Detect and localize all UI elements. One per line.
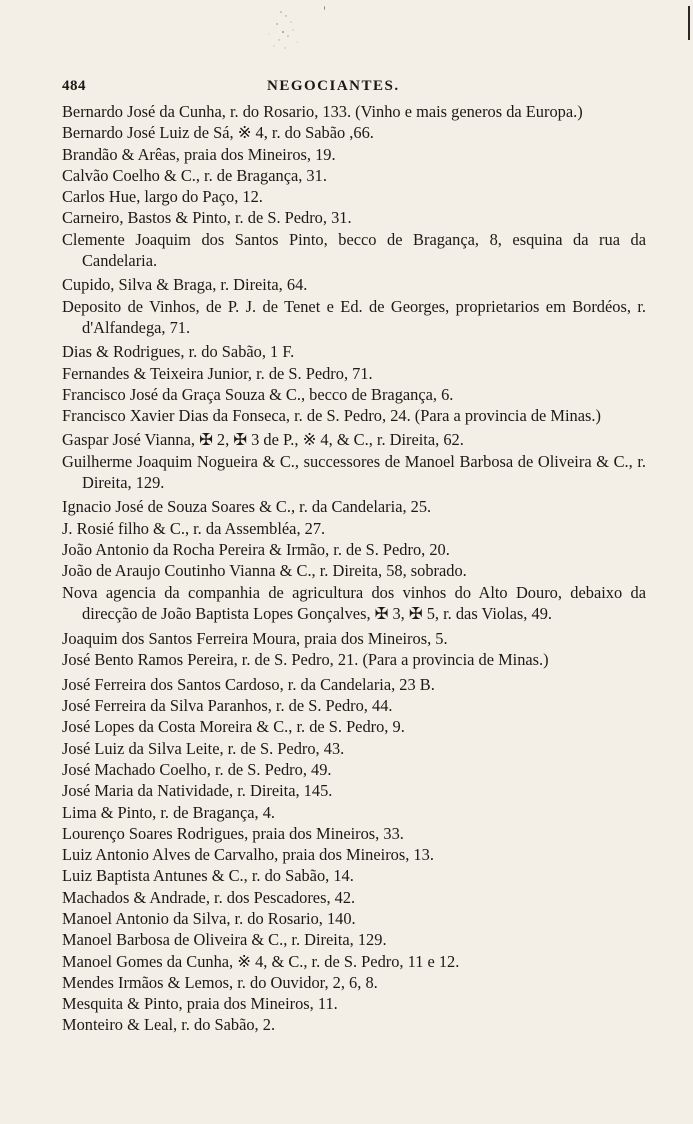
list-item: José Ferreira dos Santos Cardoso, r. da Candelaria, 23 B. (62, 674, 435, 694)
list-item: Cupido, Silva & Braga, r. Direita, 64. (62, 275, 308, 295)
list-item: José Ferreira da Silva Paranhos, r. de S. Pedro, 44. (62, 696, 393, 716)
list-item: Carlos Hue, largo do Paço, 12. (62, 187, 263, 207)
list-item: Gaspar José Vianna, ✠ 2, ✠ 3 de P., ※ 4, & C., r. Direita, 62. (62, 430, 464, 450)
list-item: José Luiz da Silva Leite, r. de S. Pedro, 43. (62, 738, 345, 758)
list-item: Luiz Baptista Antunes & C., r. do Sabão, 14. (62, 866, 354, 886)
list-item: Dias & Rodrigues, r. do Sabão, 1 F. (62, 342, 295, 362)
list-item: Manoel Barbosa de Oliveira & C., r. Direita, 129. (62, 930, 387, 950)
list-item: Manoel Gomes da Cunha, ※ 4, & C., r. de S. Pedro, 11 e 12. (62, 951, 460, 971)
list-item: Luiz Antonio Alves de Carvalho, praia dos Mineiros, 13. (62, 845, 434, 865)
list-item: Brandão & Arêas, praia dos Mineiros, 19. (62, 144, 336, 164)
list-item: Mesquita & Pinto, praia dos Mineiros, 11. (62, 994, 338, 1014)
list-item: Bernardo José Luiz de Sá, ※ 4, r. do Sabão ,66. (62, 123, 374, 143)
list-item: João de Araujo Coutinho Vianna & C., r. Direita, 58, sobrado. (62, 561, 467, 581)
list-item: Carneiro, Bastos & Pinto, r. de S. Pedro, 31. (62, 208, 352, 228)
list-item: Nova agencia da companhia de agricultura dos vinhos do Alto Douro, debaixo da direcção de João Baptista Lopes Gonçalves, ✠ 3, ✠ 5, r. das Violas, 49. (62, 582, 646, 623)
list-item: Francisco Xavier Dias da Fonseca, r. de S. Pedro, 24. (Para a provincia de Minas.) (62, 406, 601, 426)
list-item: Fernandes & Teixeira Junior, r. de S. Pedro, 71. (62, 363, 373, 383)
list-item: José Maria da Natividade, r. Direita, 145. (62, 781, 333, 801)
list-item: José Lopes da Costa Moreira & C., r. de S. Pedro, 9. (62, 717, 405, 737)
list-item: Joaquim dos Santos Ferreira Moura, praia dos Mineiros, 5. (62, 629, 448, 649)
page-header (62, 78, 642, 100)
list-item: Bernardo José da Cunha, r. do Rosario, 133. (Vinho e mais generos da Europa.) (62, 102, 583, 121)
list-item: José Machado Coelho, r. de S. Pedro, 49. (62, 759, 332, 779)
list-item: Deposito de Vinhos, de P. J. de Tenet e Ed. de Georges, proprietarios em Bordéos, r. d'Alfandega, 71. (62, 296, 646, 337)
list-item: Machados & Andrade, r. dos Pescadores, 42. (62, 887, 356, 907)
list-item: José Bento Ramos Pereira, r. de S. Pedro, 21. (Para a provincia de Minas.) (62, 650, 549, 670)
page-edge-mark (688, 6, 690, 40)
list-item: Manoel Antonio da Silva, r. do Rosario, 140. (62, 908, 356, 928)
list-item: J. Rosié filho & C., r. da Assembléa, 27. (62, 518, 326, 538)
list-item: Monteiro & Leal, r. do Sabão, 2. (62, 1015, 276, 1035)
list-item: Ignacio José de Souza Soares & C., r. da Candelaria, 25. (62, 497, 432, 517)
ink-smudge-mark (255, 2, 325, 62)
page-title: NEGOCIANTES. (267, 78, 400, 94)
merchant-list (62, 101, 646, 1036)
page-number: 484 (62, 78, 86, 94)
list-item: Guilherme Joaquim Nogueira & C., successores de Manoel Barbosa de Oliveira & C., r. Direita, 129. (62, 451, 646, 493)
list-item: Lima & Pinto, r. de Bragança, 4. (62, 802, 276, 822)
list-item: Clemente Joaquim dos Santos Pinto, becco de Bragança, 8, esquina da rua da Candelaria. (62, 229, 646, 271)
list-item: Mendes Irmãos & Lemos, r. do Ouvidor, 2, 6, 8. (62, 972, 378, 992)
list-item: João Antonio da Rocha Pereira & Irmão, r. de S. Pedro, 20. (62, 539, 450, 559)
list-item: Calvão Coelho & C., r. de Bragança, 31. (62, 165, 327, 185)
list-item: Francisco José da Graça Souza & C., becco de Bragança, 6. (62, 384, 454, 404)
list-item: Lourenço Soares Rodrigues, praia dos Mineiros, 33. (62, 823, 404, 843)
